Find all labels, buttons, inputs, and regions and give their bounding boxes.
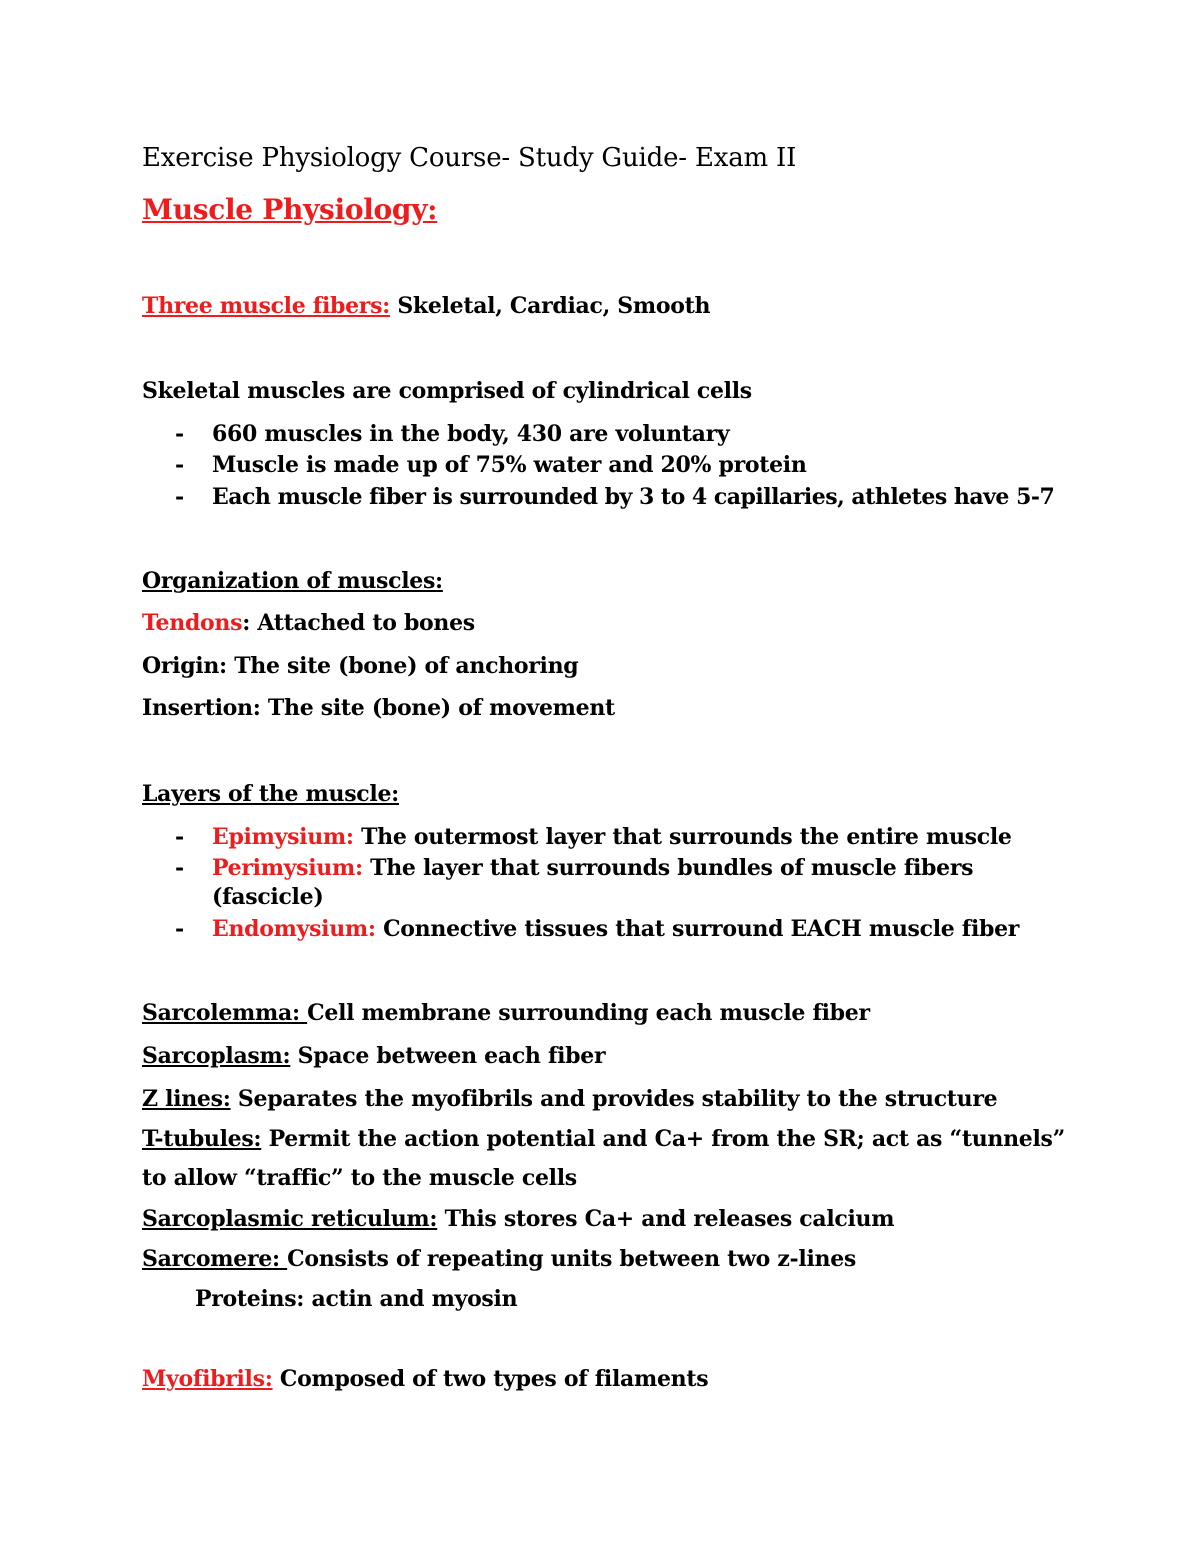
sarcoplasm-line: [142, 1045, 605, 1067]
tendons-line: [142, 612, 475, 634]
organization-heading: Organization of muscles:: [142, 568, 443, 594]
document-title: Exercise Physiology Course- Study Guide- Exam II: [142, 143, 797, 173]
epimysium-label: Epimysium:: [212, 824, 354, 850]
origin-line: Origin: The site (bone) of anchoring: [142, 653, 579, 679]
endomysium-text: Connective tissues that surround EACH muscle fiber: [375, 916, 1020, 942]
sarcomere-label: Sarcomere:: [142, 1246, 288, 1272]
layers-heading: Layers of the muscle:: [142, 781, 399, 807]
myofibrils-line: [142, 1368, 708, 1390]
skeletal-intro: Skeletal muscles are comprised of cylindrical cells: [142, 378, 752, 404]
fibers-text: Skeletal, Cardiac, Smooth: [389, 293, 711, 319]
ttubules-continuation: to allow “traffic” to the muscle cells: [142, 1165, 577, 1191]
zlines-text: Separates the myofibrils and provides stability to the structure: [230, 1086, 998, 1112]
endomysium-label: Endomysium:: [212, 916, 376, 942]
tendons-text: : Attached to bones: [242, 610, 475, 636]
ttubules-label: T-tubules:: [142, 1126, 262, 1152]
epimysium-text: The outermost layer that surrounds the entire muscle: [353, 824, 1012, 850]
bullet-marker: -: [175, 484, 185, 510]
myofibrils-text: Composed of two types of filaments: [272, 1366, 709, 1392]
myofibrils-label: Myofibrils:: [142, 1366, 273, 1392]
sr-line: [142, 1208, 894, 1230]
fibers-label: Three muscle fibers:: [142, 293, 390, 319]
zlines-label: Z lines:: [142, 1086, 231, 1112]
perimysium-text: The layer that surrounds bundles of muscle fibers: [362, 855, 974, 881]
insertion-line: Insertion: The site (bone) of movement: [142, 695, 615, 721]
skeletal-bullet-3: Each muscle fiber is surrounded by 3 to 4 capillaries, athletes have 5-7: [212, 484, 1055, 510]
skeletal-bullet-1: 660 muscles in the body, 430 are voluntary: [212, 421, 730, 447]
layer-perimysium: [212, 857, 973, 879]
perimysium-continuation: (fascicle): [212, 884, 324, 910]
sarcolemma-line: [142, 1002, 870, 1024]
sr-text: This stores Ca+ and releases calcium: [437, 1206, 895, 1232]
sr-label: Sarcoplasmic reticulum:: [142, 1206, 438, 1232]
sarcolemma-text: Cell membrane surrounding each muscle fiber: [307, 1000, 870, 1026]
sarcolemma-label: Sarcolemma:: [142, 1000, 308, 1026]
ttubules-text: Permit the action potential and Ca+ from the SR; act as “tunnels”: [261, 1126, 1065, 1152]
zlines-line: [142, 1088, 997, 1110]
fibers-line: [142, 295, 710, 317]
perimysium-label: Perimysium:: [212, 855, 363, 881]
proteins-line: Proteins: actin and myosin: [195, 1286, 518, 1312]
sarcoplasm-label: Sarcoplasm:: [142, 1043, 291, 1069]
tendons-label: Tendons: [142, 610, 243, 636]
sarcomere-line: [142, 1248, 856, 1270]
skeletal-bullet-2: Muscle is made up of 75% water and 20% protein: [212, 452, 807, 478]
ttubules-line: [142, 1128, 1065, 1150]
section-heading-muscle-physiology: Muscle Physiology:: [142, 193, 438, 226]
layer-endomysium: [212, 918, 1019, 940]
bullet-marker: -: [175, 452, 185, 478]
sarcoplasm-text: Space between each fiber: [290, 1043, 606, 1069]
bullet-marker: -: [175, 916, 185, 942]
sarcomere-text: Consists of repeating units between two z-lines: [287, 1246, 856, 1272]
bullet-marker: -: [175, 824, 185, 850]
bullet-marker: -: [175, 855, 185, 881]
layer-epimysium: [212, 826, 1012, 848]
bullet-marker: -: [175, 421, 185, 447]
